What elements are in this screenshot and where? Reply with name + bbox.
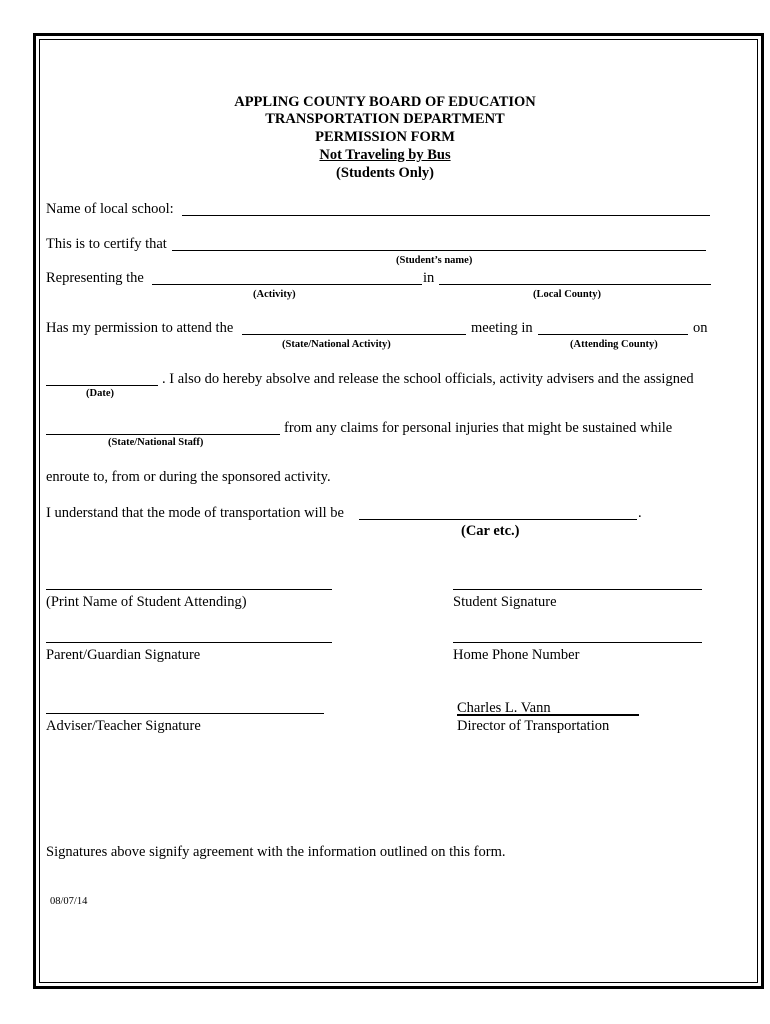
activity-caption: (Activity) xyxy=(253,289,296,300)
director-signature-line xyxy=(457,714,639,716)
date-caption: (Date) xyxy=(86,388,114,399)
state-activity-field[interactable] xyxy=(242,334,466,335)
home-phone-line[interactable] xyxy=(453,642,702,643)
print-name-label: (Print Name of Student Attending) xyxy=(46,594,247,610)
print-name-line[interactable] xyxy=(46,589,332,590)
parent-signature-label: Parent/Guardian Signature xyxy=(46,647,201,663)
representing-label: Representing the xyxy=(46,270,144,286)
meeting-label: meeting in xyxy=(471,320,533,336)
student-name-caption: (Student’s name) xyxy=(396,255,473,266)
transport-field[interactable] xyxy=(359,519,637,520)
staff-field[interactable] xyxy=(46,434,280,435)
student-signature-label: Student Signature xyxy=(453,594,557,610)
transport-label: I understand that the mode of transportation will be xyxy=(46,505,344,521)
adviser-signature-line[interactable] xyxy=(46,713,324,714)
school-label: Name of local school: xyxy=(46,201,174,217)
state-activity-caption: (State/National Activity) xyxy=(282,339,391,350)
absolve-text: . I also do hereby absolve and release the school officials, activity advisers and the assigned xyxy=(162,371,694,387)
date-field[interactable] xyxy=(46,385,158,386)
form-date-code: 08/07/14 xyxy=(50,896,88,907)
director-title: Director of Transportation xyxy=(457,718,610,734)
in-label: in xyxy=(423,270,435,286)
on-label: on xyxy=(693,320,708,336)
enroute-text: enroute to, from or during the sponsored activity. xyxy=(46,469,331,485)
student-signature-line[interactable] xyxy=(453,589,702,590)
attending-county-caption: (Attending County) xyxy=(570,339,658,350)
school-field[interactable] xyxy=(182,215,710,216)
local-county-field[interactable] xyxy=(439,284,711,285)
transport-period: . xyxy=(638,505,642,521)
car-caption: (Car etc.) xyxy=(461,523,520,539)
header-not-traveling: Not Traveling by Bus xyxy=(319,147,451,163)
header-department: TRANSPORTATION DEPARTMENT xyxy=(265,111,505,127)
certify-label: This is to certify that xyxy=(46,236,167,252)
adviser-signature-label: Adviser/Teacher Signature xyxy=(46,718,201,734)
home-phone-label: Home Phone Number xyxy=(453,647,580,663)
student-name-field[interactable] xyxy=(172,250,706,251)
header-board: APPLING COUNTY BOARD OF EDUCATION xyxy=(234,94,536,110)
claims-text: from any claims for personal injuries that might be sustained while xyxy=(284,420,673,436)
header-subtitle xyxy=(0,148,770,163)
header-form-title: PERMISSION FORM xyxy=(315,129,455,145)
header-students-only: (Students Only) xyxy=(336,165,434,181)
director-name: Charles L. Vann xyxy=(457,700,551,716)
activity-field[interactable] xyxy=(152,284,422,285)
permission-label: Has my permission to attend the xyxy=(46,320,234,336)
attending-county-field[interactable] xyxy=(538,334,688,335)
agreement-text: Signatures above signify agreement with the information outlined on this form. xyxy=(46,844,506,860)
staff-caption: (State/National Staff) xyxy=(108,437,204,448)
parent-signature-line[interactable] xyxy=(46,642,332,643)
local-county-caption: (Local County) xyxy=(533,289,601,300)
